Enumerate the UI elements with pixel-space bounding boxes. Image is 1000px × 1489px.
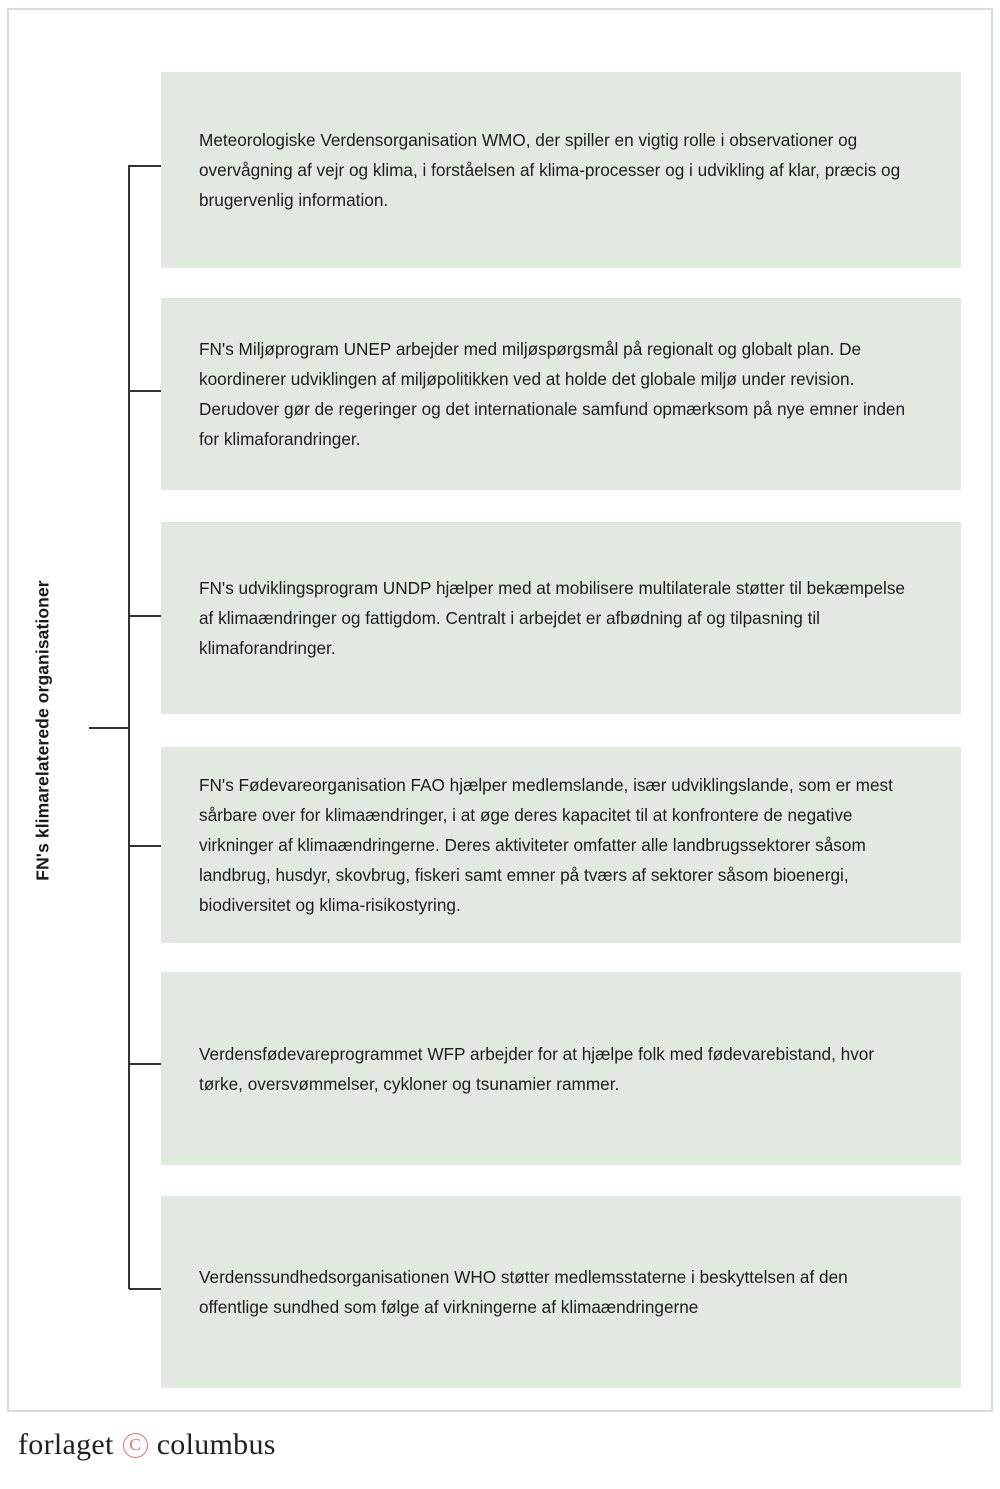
- node-box-undp[interactable]: [161, 522, 961, 714]
- node-box-unep[interactable]: [161, 298, 961, 490]
- connector-branch-undp: [129, 615, 162, 617]
- connector-branch-who: [129, 1288, 162, 1290]
- node-text-wmo: Meteorologiske Verdensorganisation WMO, der spiller en vigtig rolle i observationer og overvågning af vejr og klima, i forståelsen af klima-processer og i udvikling af klar, præcis og brugervenlig information.: [199, 130, 901, 210]
- publisher-logo: [18, 1428, 276, 1462]
- connector-branch-wfp: [129, 1063, 162, 1065]
- publisher-name-prefix: forlaget: [18, 1428, 114, 1461]
- node-box-wmo[interactable]: [161, 72, 961, 268]
- node-text-unep: FN's Miljøprogram UNEP arbejder med miljøspørgsmål på regionalt og globalt plan. De koordinerer udviklingen af miljøpolitikken ved at holde det globale miljø under revision. Derudover gør de regeringer og det internationale samfund opmærksom på nye emner inden for klimaforandringer.: [199, 339, 906, 449]
- node-box-wfp[interactable]: [161, 972, 961, 1165]
- connector-branch-unep: [129, 390, 162, 392]
- publisher-name: columbus: [156, 1428, 276, 1461]
- node-text-wfp: Verdensfødevareprogrammet WFP arbejder for at hjælpe folk med fødevarebistand, hvor tørke, oversvømmelser, cykloner og tsunamier rammer.: [199, 1043, 875, 1094]
- connector-branch-fao: [129, 845, 162, 847]
- copyright-icon: C: [123, 1433, 148, 1458]
- connector-branch-wmo: [129, 165, 162, 167]
- bracket-label: FN's klimarelaterede organisationer: [32, 580, 53, 881]
- connector-root-stub: [89, 727, 130, 729]
- node-box-fao[interactable]: [161, 747, 961, 943]
- node-text-who: Verdenssundhedsorganisationen WHO støtter medlemsstaterne i beskyttelsen af den offentlige sundhed som følge af virkningerne af klimaændringerne: [199, 1267, 848, 1317]
- node-text-fao: FN's Fødevareorganisation FAO hjælper medlemslande, især udviklingslande, som er mest sårbare over for klimaændringer, i at øge deres kapacitet til at konfrontere de negative virkninger af klimaændringerne. Deres aktiviteter omfatter alle landbrugssektorer såsom landbrug, husdyr, skovbrug, fiskeri samt emner på tværs af sektorer såsom bioenergi, biodiversitet og klima-risikostyring.: [199, 775, 893, 915]
- node-text-undp: FN's udviklingsprogram UNDP hjælper med at mobilisere multilaterale støtter til bekæmpelse af klimaændringer og fattigdom. Centralt i arbejdet er afbødning af og tilpasning til klimaforandringer.: [199, 578, 905, 658]
- node-box-who[interactable]: [161, 1196, 961, 1388]
- figure-frame: [7, 8, 993, 1412]
